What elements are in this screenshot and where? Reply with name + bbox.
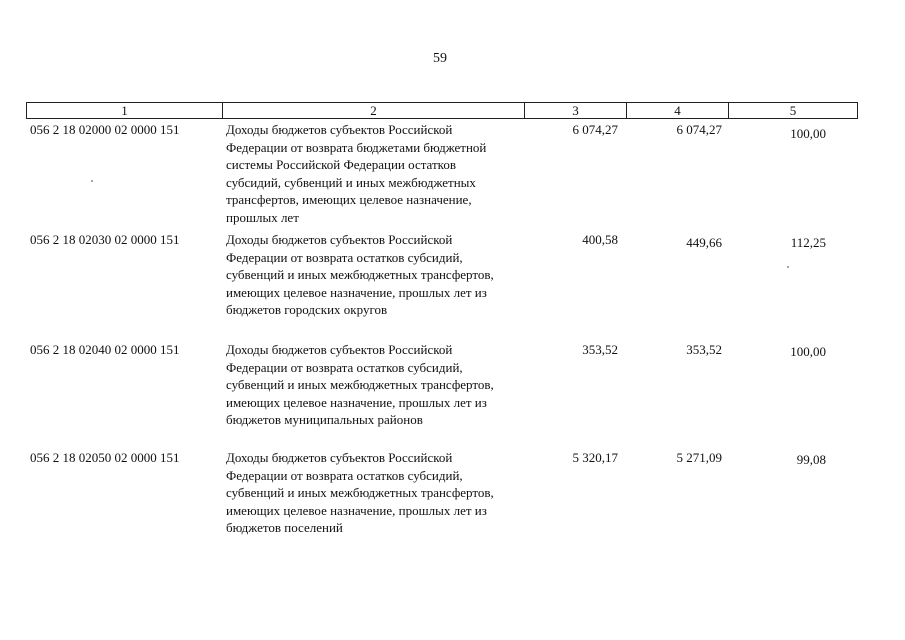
- row-code: 056 2 18 02030 02 0000 151: [30, 232, 180, 247]
- description-line: субвенций и иных межбюджетных трансфертов,: [226, 485, 494, 500]
- description-line: Федерации от возврата остатков субсидий,: [226, 249, 463, 265]
- row-value-col4: 6 074,27: [676, 122, 722, 137]
- description-line: имеющих целевое назначение, прошлых лет из: [226, 284, 487, 300]
- description-line: имеющих целевое назначение, прошлых лет из: [226, 394, 487, 410]
- description-line: субвенций и иных межбюджетных трансфертов,: [226, 267, 494, 282]
- row-description: [226, 121, 526, 226]
- row-value-col5: 99,08: [796, 452, 826, 467]
- description-line: прошлых лет: [226, 209, 299, 225]
- table-header: [26, 102, 858, 119]
- row-value-col4: 353,52: [686, 342, 722, 357]
- table-row: [26, 341, 858, 449]
- header-col-4: 4: [627, 103, 729, 118]
- description-line: Федерации от возврата остатков субсидий,: [226, 467, 463, 483]
- row-code: 056 2 18 02000 02 0000 151: [30, 122, 180, 137]
- scan-speck: [787, 266, 789, 268]
- table-body: [26, 121, 858, 545]
- row-description: [226, 449, 526, 537]
- description-line: субсидий, субвенций и иных межбюджетных: [226, 174, 476, 190]
- row-value-col3: 6 074,27: [572, 122, 618, 137]
- description-line: Федерации от возврата бюджетами бюджетной: [226, 139, 487, 155]
- row-value-col5: 100,00: [790, 344, 826, 359]
- header-col-5: 5: [789, 103, 797, 118]
- table-row: [26, 231, 858, 341]
- header-col-2: 2: [223, 103, 525, 118]
- row-value-col5: 112,25: [790, 235, 826, 250]
- description-line: Доходы бюджетов субъектов Российской: [226, 450, 453, 465]
- row-description: [226, 231, 526, 319]
- row-code: 056 2 18 02040 02 0000 151: [30, 342, 180, 357]
- scan-speck: [91, 180, 93, 182]
- description-line: Доходы бюджетов субъектов Российской: [226, 232, 453, 247]
- description-line: бюджетов муниципальных районов: [226, 412, 423, 427]
- table-row: [26, 449, 858, 545]
- page-number: 59: [433, 51, 447, 66]
- description-line: трансфертов, имеющих целевое назначение,: [226, 192, 472, 207]
- row-value-col4: 449,66: [686, 235, 722, 250]
- description-line: субвенций и иных межбюджетных трансфертов,: [226, 377, 494, 392]
- row-value-col3: 5 320,17: [572, 450, 618, 465]
- description-line: бюджетов поселений: [226, 520, 343, 535]
- row-value-col4: 5 271,09: [676, 450, 722, 465]
- description-line: Доходы бюджетов субъектов Российской: [226, 122, 453, 137]
- description-line: Федерации от возврата остатков субсидий,: [226, 359, 463, 375]
- table-row: [26, 121, 858, 231]
- row-value-col5: 100,00: [790, 126, 826, 141]
- header-col-1: 1: [27, 103, 223, 118]
- description-line: имеющих целевое назначение, прошлых лет из: [226, 502, 487, 518]
- row-value-col3: 400,58: [582, 232, 618, 247]
- description-line: бюджетов городских округов: [226, 302, 388, 317]
- row-description: [226, 341, 526, 429]
- description-line: системы Российской Федерации остатков: [226, 157, 456, 172]
- row-value-col3: 353,52: [582, 342, 618, 357]
- header-col-3: 3: [525, 103, 627, 118]
- description-line: Доходы бюджетов субъектов Российской: [226, 342, 453, 357]
- row-code: 056 2 18 02050 02 0000 151: [30, 450, 180, 465]
